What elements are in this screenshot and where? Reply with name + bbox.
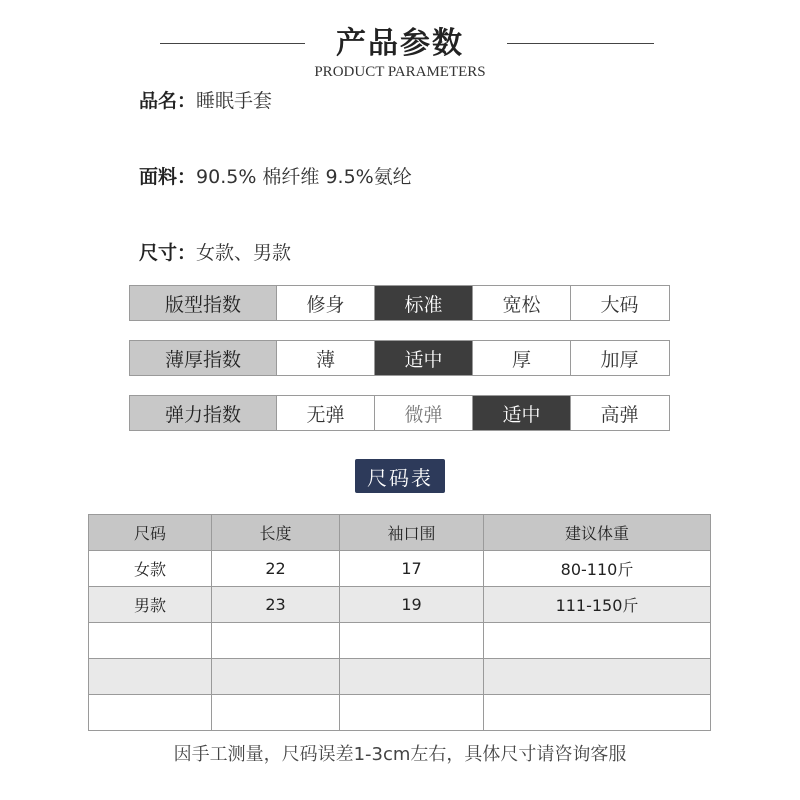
page-title: 产品参数	[336, 26, 464, 61]
cell-length	[212, 695, 340, 731]
table-row	[89, 659, 711, 695]
cell-size	[89, 659, 212, 695]
cell-weight: 80-110斤	[484, 551, 711, 587]
cell-cuff	[340, 695, 484, 731]
cell-weight	[484, 659, 711, 695]
cell-length	[212, 659, 340, 695]
fabric-label: 面料：	[139, 166, 197, 188]
cell-size	[89, 695, 212, 731]
size-value: 女款、男款	[196, 242, 292, 264]
elasticity-option-none: 无弹	[276, 396, 374, 430]
table-row	[89, 623, 711, 659]
fit-index-label: 版型指数	[130, 286, 276, 320]
size-chart-header-row	[89, 515, 711, 551]
size-chart-badge: 尺码表	[355, 459, 445, 493]
header-cuff: 袖口围	[340, 515, 484, 551]
measurement-footnote: 因手工测量，尺码误差1-3cm左右，具体尺寸请咨询客服	[173, 744, 627, 765]
page-subtitle: PRODUCT PARAMETERS	[314, 64, 486, 80]
elasticity-index-row	[129, 395, 670, 431]
thickness-option-thin: 薄	[276, 341, 374, 375]
fabric-value: 90.5% 棉纤维 9.5%氨纶	[196, 166, 412, 188]
cell-size: 女款	[89, 551, 212, 587]
fit-option-standard: 标准	[374, 286, 472, 320]
cell-length: 22	[212, 551, 340, 587]
fit-option-loose: 宽松	[472, 286, 570, 320]
cell-cuff: 19	[340, 587, 484, 623]
elasticity-option-slight: 微弹	[374, 396, 472, 430]
product-name-value: 睡眠手套	[196, 90, 273, 112]
header-length: 长度	[212, 515, 340, 551]
size-row	[139, 238, 291, 265]
product-name-label: 品名：	[139, 90, 197, 112]
cell-cuff	[340, 623, 484, 659]
fabric-row	[139, 162, 412, 189]
cell-size	[89, 623, 212, 659]
thickness-option-medium: 适中	[374, 341, 472, 375]
thickness-index-label: 薄厚指数	[130, 341, 276, 375]
thickness-option-extra-thick: 加厚	[570, 341, 668, 375]
table-row	[89, 551, 711, 587]
size-label: 尺寸：	[139, 242, 197, 264]
table-row	[89, 695, 711, 731]
thickness-index-row	[129, 340, 670, 376]
product-name-row	[139, 86, 272, 113]
thickness-option-thick: 厚	[472, 341, 570, 375]
header-size: 尺码	[89, 515, 212, 551]
elasticity-index-label: 弹力指数	[130, 396, 276, 430]
cell-weight: 111-150斤	[484, 587, 711, 623]
cell-weight	[484, 623, 711, 659]
fit-index-row	[129, 285, 670, 321]
cell-cuff: 17	[340, 551, 484, 587]
fit-option-slim: 修身	[276, 286, 374, 320]
cell-weight	[484, 695, 711, 731]
fit-option-large: 大码	[570, 286, 668, 320]
elasticity-option-high: 高弹	[570, 396, 668, 430]
cell-cuff	[340, 659, 484, 695]
header-weight: 建议体重	[484, 515, 711, 551]
cell-size: 男款	[89, 587, 212, 623]
elasticity-option-medium: 适中	[472, 396, 570, 430]
size-chart-table	[88, 514, 711, 731]
cell-length: 23	[212, 587, 340, 623]
table-row	[89, 587, 711, 623]
cell-length	[212, 623, 340, 659]
